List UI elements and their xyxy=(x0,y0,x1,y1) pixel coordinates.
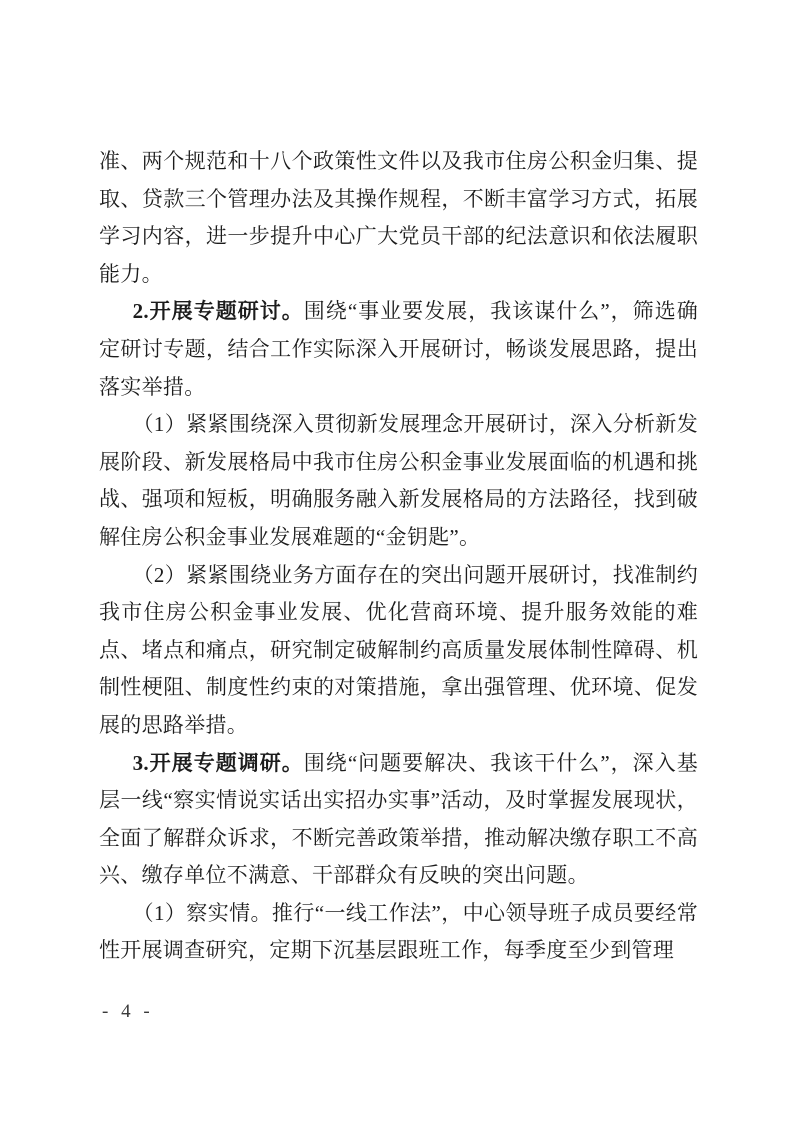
paragraph-item-2-discussion xyxy=(99,557,698,745)
paragraph-item-1-discussion xyxy=(99,406,698,556)
page-number: - 4 - xyxy=(102,1001,154,1022)
paragraph-topic-research xyxy=(99,745,698,895)
numbered-heading-2: 2.开展专题研讨。 xyxy=(132,299,304,324)
paragraph-continued xyxy=(99,143,698,293)
paragraph-text: （1）紧紧围绕深入贯彻新发展理念开展研讨，深入分析新发展阶段、新发展格局中我市住房公积金事业发展面临的机遇和挑战、强项和短板，明确服务融入新发展格局的方法路径，找到破解住房公积金事业发展难题的“金钥匙”。 xyxy=(99,412,698,549)
paragraph-text: （1）察实情。推行“一线工作法”，中心领导班子成员要经常性开展调查研究，定期下沉基层跟班工作，每季度至少到管理 xyxy=(99,900,698,963)
paragraph-item-1-research xyxy=(99,895,698,970)
paragraph-text: （2）紧紧围绕业务方面存在的突出问题开展研讨，找准制约我市住房公积金事业发展、优化营商环境、提升服务效能的难点、堵点和痛点，研究制定破解制约高质量发展体制性障碍、机制性梗阻、制度性约束的对策措施，拿出强管理、优环境、促发展的思路举措。 xyxy=(99,562,698,737)
paragraph-text: 围绕“问题要解决、我该干什么”，深入基层一线“察实情说实话出实招办实事”活动，及时掌握发展现状，全面了解群众诉求，不断完善政策举措，推动解决缴存职工不高兴、缴存单位不满意、干部群众有反映的突出问题。 xyxy=(99,750,699,888)
numbered-heading-3: 3.开展专题调研。 xyxy=(132,750,304,775)
document-body xyxy=(99,143,698,970)
paragraph-text: 准、两个规范和十八个政策性文件以及我市住房公积金归集、提取、贷款三个管理办法及其操作规程，不断丰富学习方式，拓展学习内容，进一步提升中心广大党员干部的纪法意识和依法履职能力。 xyxy=(99,149,698,286)
paragraph-text: 围绕“事业要发展，我该谋什么”，筛选确定研讨专题，结合工作实际深入开展研讨，畅谈发展思路，提出落实举措。 xyxy=(99,299,699,399)
paragraph-topic-discussion xyxy=(99,293,698,406)
